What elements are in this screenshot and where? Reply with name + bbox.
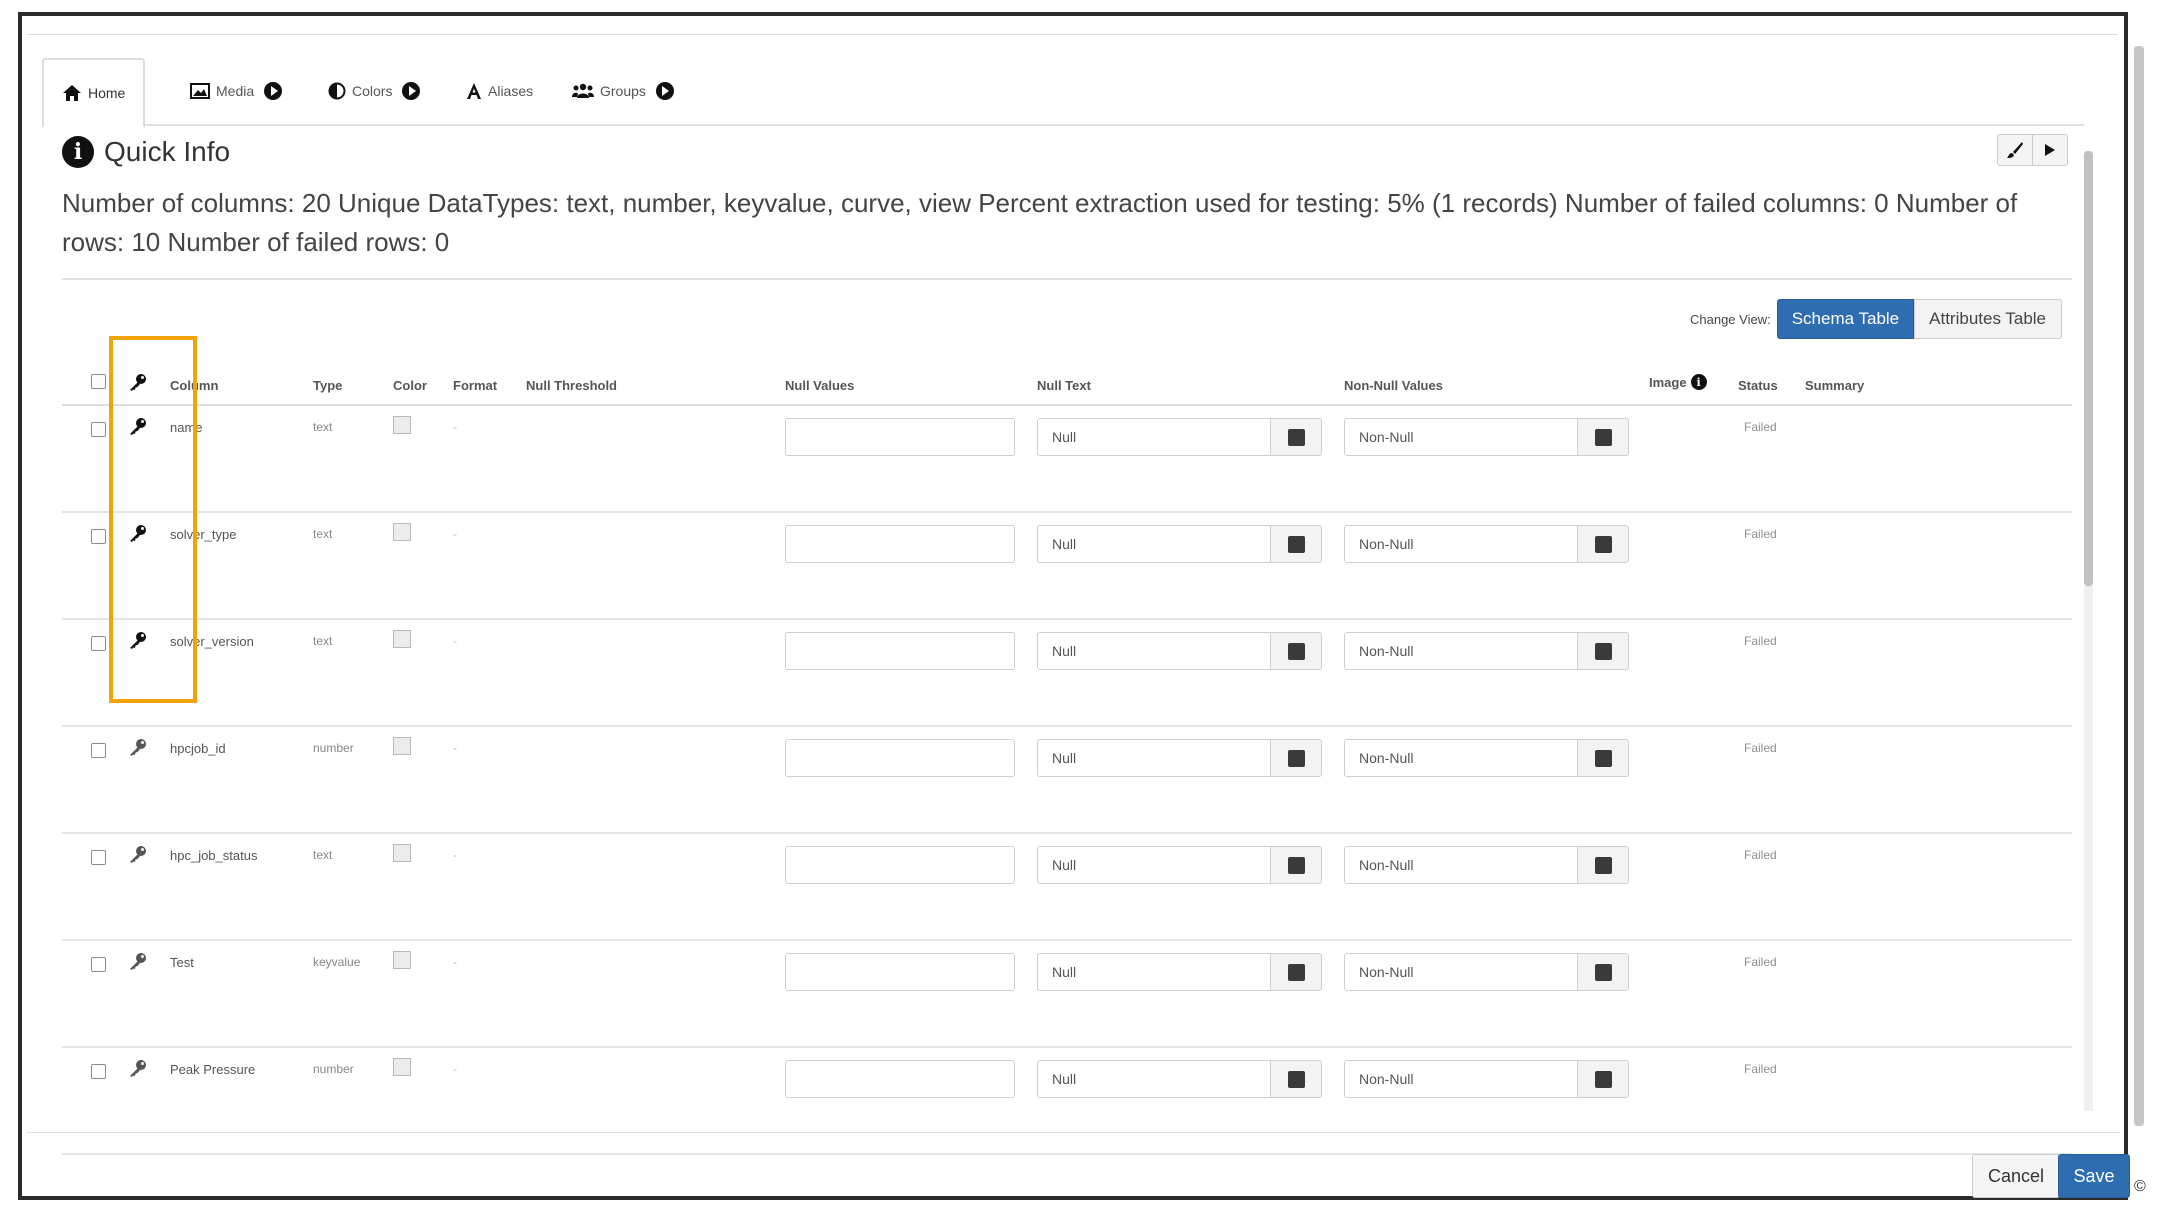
tab-bar xyxy=(42,56,2084,126)
column-name: solver_version xyxy=(170,634,254,649)
null-color-button[interactable] xyxy=(1270,846,1322,884)
non-null-color-button[interactable] xyxy=(1577,632,1629,670)
info-icon: i xyxy=(62,136,94,168)
color-swatch-icon xyxy=(1288,964,1305,981)
play-button[interactable] xyxy=(2033,135,2067,165)
non-null-color-button[interactable] xyxy=(1577,739,1629,777)
quick-info-summary: Number of columns: 20 Unique DataTypes: text, number, keyvalue, curve, view Percent extraction used for testing: 5% (1 records) Number of failed columns: 0 Number of rows: 10 Number of failed rows: 0 xyxy=(62,188,2018,257)
info-icon[interactable]: i xyxy=(1691,374,1707,390)
header-non-null-values: Non-Null Values xyxy=(1344,378,1443,393)
table-row xyxy=(62,1046,2072,1155)
header-column: Column xyxy=(170,378,219,393)
color-swatch-icon xyxy=(1595,750,1612,767)
null-color-button[interactable] xyxy=(1270,953,1322,991)
null-values-input[interactable] xyxy=(785,418,1015,456)
header-type: Type xyxy=(313,378,343,393)
header-format: Format xyxy=(453,378,498,393)
color-swatch-icon xyxy=(1288,643,1305,660)
color-picker[interactable] xyxy=(393,1058,411,1076)
table-row xyxy=(62,832,2072,941)
play-icon xyxy=(2044,143,2056,157)
status-text: Failed xyxy=(1744,741,1777,755)
column-type: text xyxy=(313,634,333,648)
color-swatch-icon xyxy=(1288,1071,1305,1088)
tab-groups[interactable] xyxy=(572,58,674,124)
color-swatch-icon xyxy=(1595,536,1612,553)
column-type: number xyxy=(313,1062,354,1076)
view-switch xyxy=(1690,299,2062,339)
null-text-input[interactable]: Null xyxy=(1037,525,1271,563)
color-picker[interactable] xyxy=(393,416,411,434)
header-status: Status xyxy=(1738,378,1778,393)
tab-media-label: Media xyxy=(216,83,255,99)
tab-aliases[interactable] xyxy=(466,58,533,124)
non-null-text-input[interactable]: Non-Null xyxy=(1344,525,1578,563)
quick-info-title: Quick Info xyxy=(104,136,231,167)
header-image-label: Image xyxy=(1649,374,1687,390)
header-null-text: Null Text xyxy=(1037,378,1091,393)
key-toggle[interactable] xyxy=(128,951,148,976)
font-icon xyxy=(466,82,482,100)
non-null-color-button[interactable] xyxy=(1577,1060,1629,1098)
status-text: Failed xyxy=(1744,848,1777,862)
null-text-input[interactable]: Null xyxy=(1037,953,1271,991)
null-values-input[interactable] xyxy=(785,846,1015,884)
table-row xyxy=(62,511,2072,620)
table-row xyxy=(62,404,2072,513)
play-circle-icon xyxy=(264,82,282,100)
table-scrollbar-thumb[interactable] xyxy=(2084,151,2093,586)
tab-home[interactable] xyxy=(42,58,145,128)
null-text-input[interactable]: Null xyxy=(1037,632,1271,670)
non-null-text-input[interactable]: Non-Null xyxy=(1344,418,1578,456)
row-checkbox[interactable] xyxy=(91,636,106,651)
status-text: Failed xyxy=(1744,955,1777,969)
color-swatch-icon xyxy=(1288,857,1305,874)
header-null-values: Null Values xyxy=(785,378,855,393)
key-toggle[interactable] xyxy=(128,737,148,762)
null-values-input[interactable] xyxy=(785,525,1015,563)
column-type: text xyxy=(313,848,333,862)
key-icon[interactable] xyxy=(128,951,148,971)
header-summary: Summary xyxy=(1805,378,1865,393)
header-null-threshold: Null Threshold xyxy=(526,378,617,393)
non-null-color-button[interactable] xyxy=(1577,525,1629,563)
color-swatch-icon xyxy=(1288,536,1305,553)
change-view-label: Change View: xyxy=(1690,311,1771,327)
key-icon[interactable] xyxy=(128,844,148,864)
column-type: text xyxy=(313,420,333,434)
null-text-input[interactable]: Null xyxy=(1037,418,1271,456)
color-swatch-icon xyxy=(1595,857,1612,874)
home-icon xyxy=(62,84,82,102)
brush-button[interactable] xyxy=(1998,135,2033,165)
table-scrollbar[interactable] xyxy=(2084,151,2093,1111)
color-swatch-icon xyxy=(1288,750,1305,767)
status-text: Failed xyxy=(1744,527,1777,541)
modal-scrollbar-thumb[interactable] xyxy=(2134,46,2144,1126)
row-checkbox[interactable] xyxy=(91,422,106,437)
table-row xyxy=(62,725,2072,834)
color-swatch-icon xyxy=(1595,1071,1612,1088)
key-toggle[interactable] xyxy=(128,844,148,869)
select-all-checkbox[interactable] xyxy=(91,374,106,389)
status-text: Failed xyxy=(1744,420,1777,434)
column-name: Test xyxy=(170,955,194,970)
color-swatch-icon xyxy=(1288,429,1305,446)
column-type: keyvalue xyxy=(313,955,361,969)
color-picker[interactable] xyxy=(393,844,411,862)
table-header xyxy=(62,366,2072,406)
column-name: hpc_job_status xyxy=(170,848,258,863)
table-row xyxy=(62,618,2072,727)
status-text: Failed xyxy=(1744,1062,1777,1076)
null-color-button[interactable] xyxy=(1270,418,1322,456)
column-format: - xyxy=(453,527,457,541)
footer-divider xyxy=(26,1132,2120,1133)
null-text-input[interactable]: Null xyxy=(1037,846,1271,884)
non-null-color-button[interactable] xyxy=(1577,846,1629,884)
column-format: - xyxy=(453,420,457,434)
modal-scrollbar[interactable] xyxy=(2134,46,2144,1126)
header-color: Color xyxy=(393,378,427,393)
non-null-color-button[interactable] xyxy=(1577,953,1629,991)
modal-window xyxy=(18,12,2128,1200)
key-icon[interactable] xyxy=(128,1058,148,1078)
column-format: - xyxy=(453,955,457,969)
tab-media[interactable] xyxy=(190,58,282,124)
column-name: solver_type xyxy=(170,527,237,542)
non-null-text-input[interactable]: Non-Null xyxy=(1344,953,1578,991)
row-checkbox[interactable] xyxy=(91,957,106,972)
null-text-input[interactable]: Null xyxy=(1037,739,1271,777)
column-format: - xyxy=(453,741,457,755)
tab-colors-label: Colors xyxy=(352,83,393,99)
contrast-icon xyxy=(328,82,346,100)
column-format: - xyxy=(453,634,457,648)
null-color-button[interactable] xyxy=(1270,739,1322,777)
quick-info-header xyxy=(62,136,230,168)
tab-aliases-label: Aliases xyxy=(488,83,534,99)
color-picker[interactable] xyxy=(393,737,411,755)
non-null-text-input[interactable]: Non-Null xyxy=(1344,846,1578,884)
tab-home-label: Home xyxy=(88,85,126,101)
schema-table-button[interactable]: Schema Table xyxy=(1777,299,1914,339)
null-color-button[interactable] xyxy=(1270,1060,1322,1098)
null-text-input[interactable]: Null xyxy=(1037,1060,1271,1098)
null-values-input[interactable] xyxy=(785,1060,1015,1098)
non-null-text-input[interactable]: Non-Null xyxy=(1344,1060,1578,1098)
row-checkbox[interactable] xyxy=(91,850,106,865)
color-picker[interactable] xyxy=(393,523,411,541)
color-swatch-icon xyxy=(1595,964,1612,981)
quick-info-tools xyxy=(1997,134,2068,166)
null-values-input[interactable] xyxy=(785,739,1015,777)
column-name: hpcjob_id xyxy=(170,741,226,756)
tab-colors[interactable] xyxy=(328,58,420,124)
status-text: Failed xyxy=(1744,634,1777,648)
key-column-highlight xyxy=(109,336,197,703)
non-null-text-input[interactable]: Non-Null xyxy=(1344,632,1578,670)
key-icon[interactable] xyxy=(128,737,148,757)
column-type: number xyxy=(313,741,354,755)
column-name: name xyxy=(170,420,203,435)
play-circle-icon xyxy=(402,82,420,100)
users-icon xyxy=(572,83,594,99)
non-null-text-input[interactable]: Non-Null xyxy=(1344,739,1578,777)
column-name: Peak Pressure xyxy=(170,1062,256,1077)
color-swatch-icon xyxy=(1595,429,1612,446)
null-values-input[interactable] xyxy=(785,953,1015,991)
attributes-table-button[interactable]: Attributes Table xyxy=(1914,299,2062,339)
column-format: - xyxy=(453,1062,457,1076)
column-format: - xyxy=(453,848,457,862)
cancel-button[interactable]: Cancel xyxy=(1972,1154,2060,1198)
color-picker[interactable] xyxy=(393,951,411,969)
play-circle-icon xyxy=(656,82,674,100)
null-color-button[interactable] xyxy=(1270,632,1322,670)
image-icon xyxy=(190,83,210,99)
null-values-input[interactable] xyxy=(785,632,1015,670)
row-checkbox[interactable] xyxy=(91,1064,106,1079)
brush-icon xyxy=(2006,141,2024,159)
row-checkbox[interactable] xyxy=(91,743,106,758)
table-row xyxy=(62,939,2072,1048)
header-image xyxy=(1649,374,1707,390)
tab-groups-label: Groups xyxy=(600,83,646,99)
key-toggle[interactable] xyxy=(128,1058,148,1083)
top-divider xyxy=(28,34,2118,35)
non-null-color-button[interactable] xyxy=(1577,418,1629,456)
null-color-button[interactable] xyxy=(1270,525,1322,563)
color-picker[interactable] xyxy=(393,630,411,648)
copyright-mark: © xyxy=(2134,1178,2146,1195)
column-type: text xyxy=(313,527,333,541)
section-divider xyxy=(62,278,2072,280)
color-swatch-icon xyxy=(1595,643,1612,660)
row-checkbox[interactable] xyxy=(91,529,106,544)
save-button[interactable]: Save xyxy=(2058,1154,2130,1198)
